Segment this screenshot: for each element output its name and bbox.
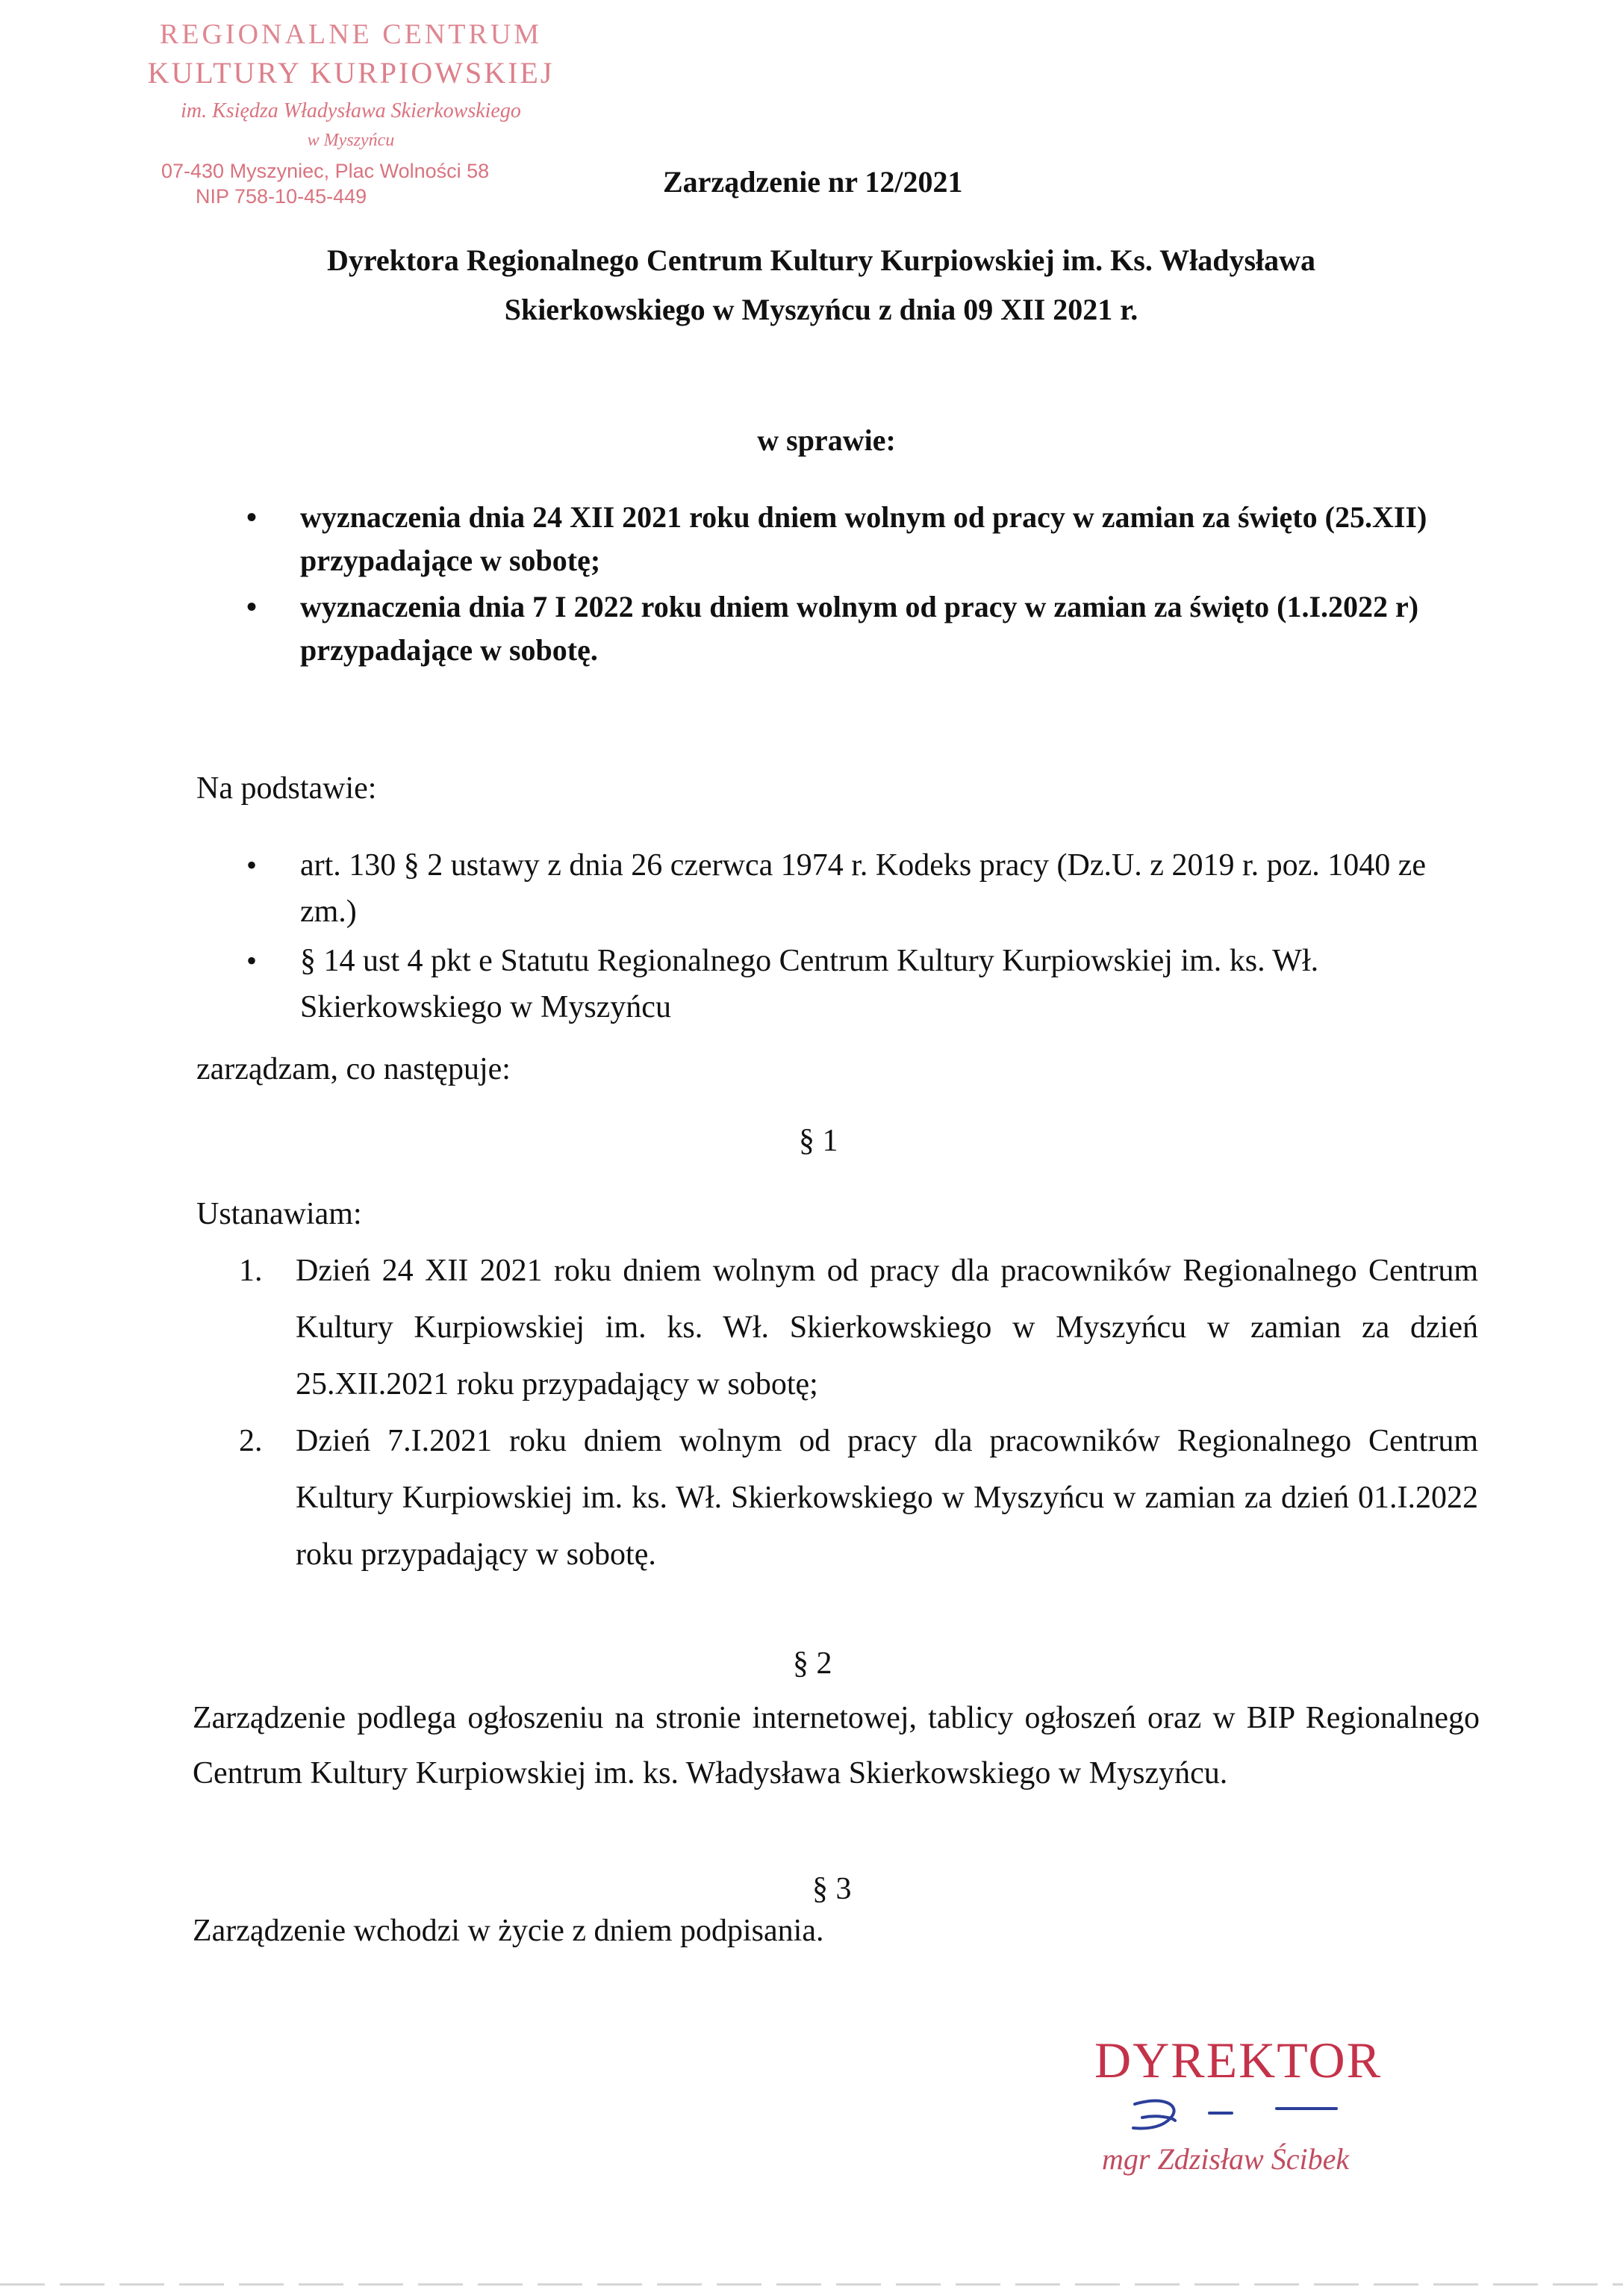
- section-1-lead: Ustanawiam:: [196, 1197, 362, 1231]
- director-stamp-title: DYREKTOR: [1094, 2032, 1382, 2088]
- list-item: [239, 1413, 1478, 1583]
- list-item-text: Dzień 24 XII 2021 roku dniem wolnym od pracy dla pracowników Regionalnego Centrum Kultury Kurpiowskiej im. ks. Wł. Skierkowskiego w Myszyńcu w zamian za dzień 25.XII.2021 roku przypadający w sobotę;: [296, 1254, 1478, 1401]
- list-item: [239, 1242, 1478, 1413]
- basis-item: • art. 130 § 2 ustawy z dnia 26 czerwca 1974 r. Kodeks pracy (Dz.U. z 2019 r. poz. 1040 ze zm.): [246, 842, 1478, 935]
- institution-stamp: [112, 19, 590, 208]
- matter-item: • wyznaczenia dnia 24 XII 2021 roku dniem wolnym od pracy w zamian za święto (25.XII) przypadające w sobotę;: [246, 496, 1478, 582]
- list-item-text: Dzień 7.I.2021 roku dniem wolnym od pracy dla pracowników Regionalnego Centrum Kultury Kurpiowskiej im. ks. Wł. Skierkowskiego w Myszyńcu w zamian za dzień 01.I.2022 roku przypadający w sobotę.: [296, 1424, 1478, 1572]
- basis-list: [246, 842, 1478, 1033]
- stamp-nip: NIP 758-10-45-449: [196, 184, 367, 208]
- stamp-address: 07-430 Myszyniec, Plac Wolności 58: [161, 159, 490, 182]
- section-3-symbol: § 3: [812, 1872, 852, 1906]
- order-number: Zarządzenie nr 12/2021: [663, 165, 963, 199]
- title-line-2: Skierkowskiego w Myszyńcu z dnia 09 XII 2021 r.: [504, 293, 1138, 326]
- scan-edge-line: [0, 2283, 1623, 2286]
- stamp-line-1: REGIONALNE CENTRUM: [159, 19, 543, 50]
- director-name: mgr Zdzisław Ścibek: [1102, 2142, 1350, 2176]
- stamp-line-2: KULTURY KURPIOWSKIEJ: [147, 55, 555, 90]
- list-item-number: 2.: [239, 1424, 263, 1458]
- section-3-text: Zarządzenie wchodzi w życie z dniem podpisania.: [193, 1914, 824, 1948]
- section-1-list: [239, 1242, 1478, 1583]
- matter-item: • wyznaczenia dnia 7 I 2022 roku dniem wolnym od pracy w zamian za święto (1.I.2022 r) przypadające w sobotę.: [246, 585, 1478, 672]
- title-line-1: Dyrektora Regionalnego Centrum Kultury Kurpiowskiej im. Ks. Władysława: [326, 243, 1316, 277]
- basis-heading: Na podstawie:: [196, 771, 377, 806]
- list-item-number: 1.: [239, 1254, 263, 1288]
- section-2-symbol: § 2: [793, 1646, 832, 1681]
- section-2-text: Zarządzenie podlega ogłoszeniu na stronie internetowej, tablicy ogłoszeń oraz w BIP Regionalnego Centrum Kultury Kurpiowskiej im. ks. Władysława Skierkowskiego w Myszyńcu.: [193, 1701, 1480, 1791]
- document-title: [224, 236, 1418, 335]
- decree-intro: zarządzam, co następuje:: [196, 1052, 511, 1086]
- basis-item: • § 14 ust 4 pkt e Statutu Regionalnego Centrum Kultury Kurpiowskiej im. ks. Wł. Skierkowskiego w Myszyńcu: [246, 938, 1478, 1030]
- matter-heading: w sprawie:: [757, 423, 896, 457]
- stamp-line-3: im. Księdza Władysława Skierkowskiego: [181, 99, 521, 122]
- section-1-symbol: § 1: [799, 1124, 838, 1158]
- stamp-line-4: w Myszyńcu: [307, 130, 395, 150]
- matter-list: [246, 496, 1478, 675]
